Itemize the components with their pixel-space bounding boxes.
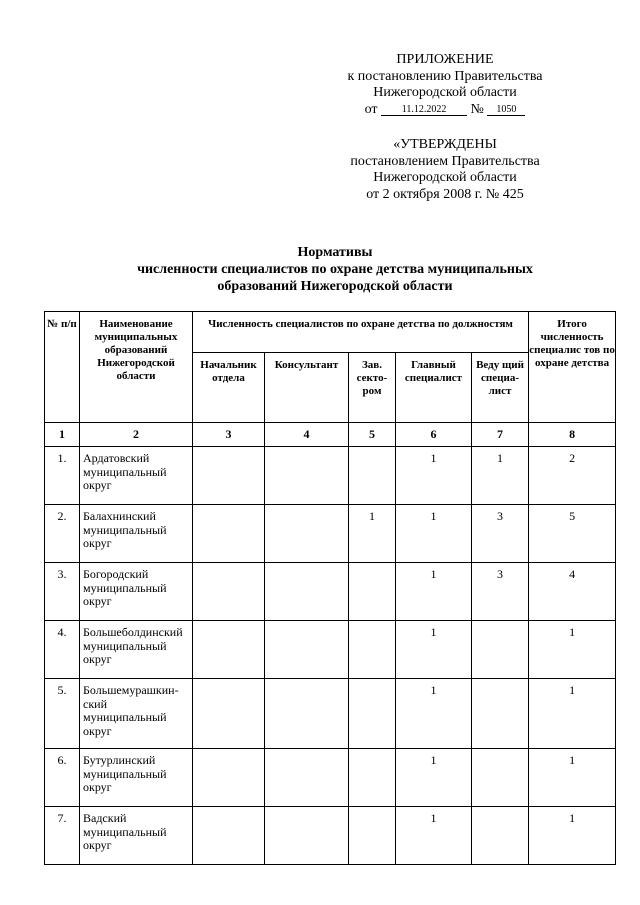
value-lead-spec: 1 <box>472 447 529 505</box>
header-row-1 <box>45 312 616 353</box>
value-total: 2 <box>529 447 616 505</box>
col-num: 1 <box>45 423 80 447</box>
appendix-line-2: к постановлению Правительства <box>347 68 543 84</box>
value-head-dept <box>193 563 265 621</box>
value-total: 1 <box>529 807 616 865</box>
value-chief-spec: 1 <box>396 749 472 807</box>
table-body <box>45 447 616 865</box>
number-value: 1050 <box>487 104 525 116</box>
value-chief-spec: 1 <box>396 621 472 679</box>
value-total: 1 <box>529 621 616 679</box>
value-consultant <box>265 749 349 807</box>
value-lead-spec <box>472 749 529 807</box>
value-consultant <box>265 621 349 679</box>
col-num: 5 <box>349 423 396 447</box>
value-chief-spec: 1 <box>396 679 472 749</box>
value-chief-spec: 1 <box>396 563 472 621</box>
value-head-dept <box>193 621 265 679</box>
value-head-dept <box>193 679 265 749</box>
municipality-name: Большемурашкин-ский муниципальный округ <box>80 679 193 749</box>
header-chief-spec: Главный специалист <box>396 353 472 423</box>
approved-line-4: от 2 октября 2008 г. № 425 <box>366 186 524 202</box>
header-lead-spec: Веду щий специа-лист <box>472 353 529 423</box>
municipality-name: Бутурлинский муниципальный округ <box>80 749 193 807</box>
header-head-sector: Зав. секто-ром <box>349 353 396 423</box>
approved-line-3: Нижегородской области <box>373 170 517 185</box>
value-lead-spec <box>472 621 529 679</box>
value-head-dept <box>193 447 265 505</box>
col-num: 7 <box>472 423 529 447</box>
col-num: 8 <box>529 423 616 447</box>
municipality-name: Ардатовский муниципальный округ <box>80 447 193 505</box>
col-num: 4 <box>265 423 349 447</box>
row-number: 5. <box>45 679 80 749</box>
number-label: № <box>470 101 484 117</box>
value-lead-spec <box>472 679 529 749</box>
table-row <box>45 749 616 807</box>
value-head-sector <box>349 563 396 621</box>
value-head-dept <box>193 807 265 865</box>
header-name: Наименование муниципальных образований Нижегородской области <box>80 312 193 423</box>
value-consultant <box>265 679 349 749</box>
approved-title: «УТВЕРЖДЕНЫ <box>393 137 497 152</box>
table-row <box>45 807 616 865</box>
value-head-sector <box>349 807 396 865</box>
row-number: 1. <box>45 447 80 505</box>
value-consultant <box>265 807 349 865</box>
value-total: 1 <box>529 749 616 807</box>
row-number: 4. <box>45 621 80 679</box>
header-group: Численность специалистов по охране детства по должностям <box>193 312 529 353</box>
col-num: 2 <box>80 423 193 447</box>
value-total: 1 <box>529 679 616 749</box>
value-head-sector: 1 <box>349 505 396 563</box>
table-row <box>45 679 616 749</box>
row-number: 2. <box>45 505 80 563</box>
municipality-name: Балахнинский муниципальный округ <box>80 505 193 563</box>
value-chief-spec: 1 <box>396 505 472 563</box>
row-number: 3. <box>45 563 80 621</box>
municipality-name: Вадский муниципальный округ <box>80 807 193 865</box>
value-consultant <box>265 563 349 621</box>
approved-line-2: постановлением Правительства <box>350 153 540 169</box>
value-lead-spec: 3 <box>472 563 529 621</box>
header-head-dept: Начальник отдела <box>193 353 265 423</box>
date-value: 11.12.2022 <box>381 104 467 116</box>
value-chief-spec: 1 <box>396 447 472 505</box>
header-num: № п/п <box>45 312 80 423</box>
municipality-name: Большеболдинский муниципальный округ <box>80 621 193 679</box>
municipality-name: Богородский муниципальный округ <box>80 563 193 621</box>
value-chief-spec: 1 <box>396 807 472 865</box>
document-title <box>100 244 570 295</box>
header-consultant: Консультант <box>265 353 349 423</box>
appendix-date-line <box>300 102 590 119</box>
col-num: 6 <box>396 423 472 447</box>
value-head-dept <box>193 505 265 563</box>
value-lead-spec: 3 <box>472 505 529 563</box>
approved-header <box>300 137 590 203</box>
from-label: от <box>364 101 378 117</box>
appendix-line-3: Нижегородской области <box>373 85 517 100</box>
header-total: Итого численность специалис тов по охране детства <box>529 312 616 423</box>
col-num: 3 <box>193 423 265 447</box>
value-lead-spec <box>472 807 529 865</box>
row-number: 7. <box>45 807 80 865</box>
table-row <box>45 447 616 505</box>
value-total: 5 <box>529 505 616 563</box>
appendix-title: ПРИЛОЖЕНИЕ <box>396 52 494 67</box>
table-row <box>45 621 616 679</box>
value-head-sector <box>349 679 396 749</box>
value-head-sector <box>349 749 396 807</box>
row-number: 6. <box>45 749 80 807</box>
appendix-header <box>300 52 590 118</box>
table-row <box>45 505 616 563</box>
value-consultant <box>265 447 349 505</box>
value-head-dept <box>193 749 265 807</box>
value-head-sector <box>349 621 396 679</box>
title-line-3: образований Нижегородской области <box>217 279 453 294</box>
table-row <box>45 563 616 621</box>
value-total: 4 <box>529 563 616 621</box>
column-number-row <box>45 423 616 447</box>
norms-table <box>44 311 616 865</box>
title-line-1: Нормативы <box>297 245 373 260</box>
value-consultant <box>265 505 349 563</box>
value-head-sector <box>349 447 396 505</box>
title-line-2: численности специалистов по охране детства муниципальных <box>137 262 533 277</box>
